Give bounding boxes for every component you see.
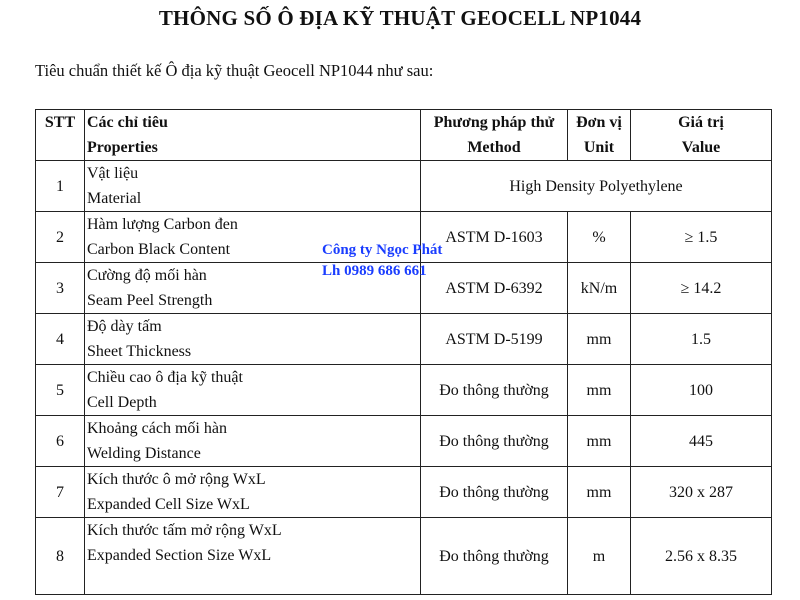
row-method: Đo thông thường [421, 518, 568, 595]
row-unit: kN/m [568, 263, 631, 314]
row-method: Đo thông thường [421, 416, 568, 467]
row-property-en: Expanded Cell Size WxL [87, 496, 250, 513]
header-properties [85, 110, 421, 161]
header-unit-en: Unit [583, 139, 615, 156]
row-stt: 1 [36, 161, 85, 212]
table-row [36, 161, 772, 212]
row-property [85, 314, 421, 365]
watermark-company-name: Công ty Ngọc Phát [322, 242, 443, 258]
row-property [85, 365, 421, 416]
row-unit: m [568, 518, 631, 595]
header-properties-en: Properties [87, 139, 158, 156]
row-property [85, 467, 421, 518]
row-value: 1.5 [631, 314, 772, 365]
row-property-vi: Cường độ mối hàn [87, 267, 207, 284]
row-unit: mm [568, 365, 631, 416]
row-property [85, 161, 421, 212]
row-method: ASTM D-6392 [421, 263, 568, 314]
header-value-vi: Giá trị [678, 114, 724, 131]
row-property [85, 263, 421, 314]
table-row [36, 365, 772, 416]
row-unit: mm [568, 416, 631, 467]
row-value: ≥ 1.5 [631, 212, 772, 263]
table-row [36, 416, 772, 467]
header-unit-vi: Đơn vị [576, 114, 622, 131]
row-property-vi: Chiều cao ô địa kỹ thuật [87, 369, 243, 386]
row-value: 445 [631, 416, 772, 467]
row-property-vi: Vật liệu [87, 165, 139, 182]
row-value: 320 x 287 [631, 467, 772, 518]
header-value [631, 110, 772, 161]
row-stt: 3 [36, 263, 85, 314]
row-property-en: Expanded Section Size WxL [87, 547, 272, 564]
row-property-vi: Kích thước ô mở rộng WxL [87, 471, 266, 488]
row-property-en: Welding Distance [87, 445, 201, 462]
header-method-en: Method [467, 139, 521, 156]
header-value-en: Value [681, 139, 721, 156]
row-method: ASTM D-5199 [421, 314, 568, 365]
row-stt: 8 [36, 518, 85, 595]
row-method: Đo thông thường [421, 365, 568, 416]
row-property [85, 212, 421, 263]
row-property-vi: Hàm lượng Carbon đen [87, 216, 238, 233]
row-method: Đo thông thường [421, 467, 568, 518]
row-unit: % [568, 212, 631, 263]
row-property [85, 416, 421, 467]
header-method-vi: Phương pháp thử [433, 114, 555, 131]
watermark-phone: Lh 0989 686 661 [322, 263, 427, 279]
table-row [36, 467, 772, 518]
row-value: 100 [631, 365, 772, 416]
row-stt: 4 [36, 314, 85, 365]
row-value: ≥ 14.2 [631, 263, 772, 314]
row-unit: mm [568, 467, 631, 518]
row-property-en: Material [87, 190, 142, 207]
row-value: 2.56 x 8.35 [631, 518, 772, 595]
row-stt: 6 [36, 416, 85, 467]
row-unit: mm [568, 314, 631, 365]
intro-text: Tiêu chuẩn thiết kế Ô địa kỹ thuật Geocell NP1044 như sau: [35, 61, 434, 80]
spec-table [35, 109, 772, 595]
row-stt: 5 [36, 365, 85, 416]
row-property-vi: Kích thước tấm mở rộng WxL [87, 522, 282, 539]
page-title: THÔNG SỐ Ô ĐỊA KỸ THUẬT GEOCELL NP1044 [158, 6, 642, 30]
row-property-en: Sheet Thickness [87, 343, 192, 360]
header-stt: STT [36, 110, 85, 161]
row-property [85, 518, 421, 595]
header-method [421, 110, 568, 161]
header-properties-vi: Các chỉ tiêu [87, 114, 168, 131]
row-property-vi: Độ dày tấm [87, 318, 162, 335]
table-row [36, 263, 772, 314]
table-header-row [36, 110, 772, 161]
row-property-en: Carbon Black Content [87, 241, 231, 258]
row-stt: 2 [36, 212, 85, 263]
table-row [36, 212, 772, 263]
row-method: ASTM D-1603 [421, 212, 568, 263]
row-property-vi: Khoảng cách mối hàn [87, 420, 227, 437]
row-property-en: Cell Depth [87, 394, 157, 411]
row-stt: 7 [36, 467, 85, 518]
row-material-merged: High Density Polyethylene [421, 161, 772, 212]
table-row [36, 314, 772, 365]
header-unit [568, 110, 631, 161]
table-row [36, 518, 772, 595]
row-property-en: Seam Peel Strength [87, 292, 213, 309]
